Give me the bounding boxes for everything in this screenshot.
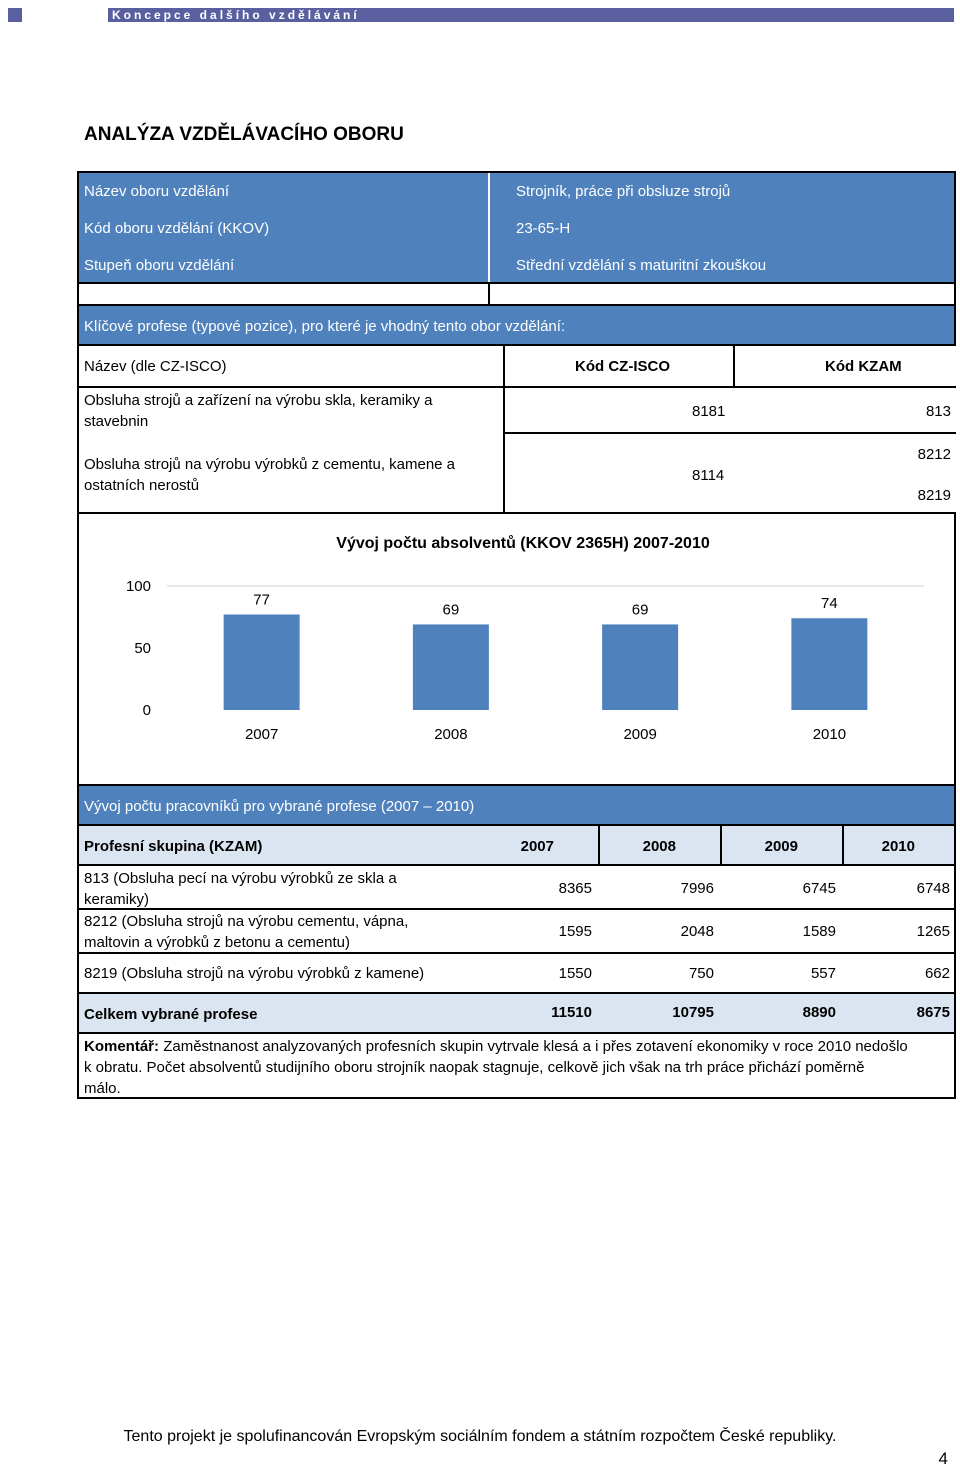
spacer-divider [488,284,490,304]
workers-value: 1550 [558,965,592,982]
info-table [77,171,956,284]
workers-group-line2: maltovin a výrobků z betonu a cementu) [84,934,350,951]
workers-header [77,784,956,826]
workers-col-divider [598,826,600,866]
col-year-header: 2009 [764,838,798,855]
comment-label: Komentář: [84,1038,160,1055]
x-tick-label: 2008 [434,726,468,743]
col-year-header: 2007 [520,838,554,855]
workers-title: Vývoj počtu pracovníků pro vybrané profese (2007 – 2010) [84,798,475,815]
comment-line3: málo. [84,1080,121,1097]
workers-value: 750 [688,965,714,982]
profession-name-line1: Obsluha strojů a zařízení na výrobu skla, keramiky a [84,392,433,409]
workers-total-row [77,992,956,1034]
spacer-row [77,282,956,306]
workers-value: 557 [810,965,836,982]
page-number: 4 [938,1449,948,1468]
bar [413,624,489,710]
workers-group-line2: keramiky) [84,891,150,908]
bar-value-label: 74 [821,595,838,613]
profession-isco: 8181 [692,403,726,420]
workers-value: 6745 [802,880,836,897]
total-value: 10795 [672,1004,714,1021]
col-year-header: 2008 [642,838,676,855]
professions-title: Klíčové profese (typové pozice), pro které je vhodný tento obor vzdělání: [84,318,566,335]
workers-value: 1589 [802,923,836,940]
workers-col-divider [720,826,722,866]
profession-kzam: 813 [925,403,951,420]
workers-group-line1: 813 (Obsluha pecí na výrobu výrobků ze skla a [84,870,397,887]
workers-value: 8365 [558,880,592,897]
workers-columns [77,824,956,866]
workers-group-line1: 8212 (Obsluha strojů na výrobu cementu, vápna, [84,913,409,930]
comment-line1 [84,1036,908,1057]
page-title: ANALÝZA VZDĚLÁVACÍHO OBORU [84,124,404,145]
profession-kzam: 8212 [917,446,951,463]
comment-text-1: Zaměstnanost analyzovaných profesních skupin vytrvale klesá a i přes zotavení ekonomiky v roce 2010 nedošlo [163,1038,908,1055]
workers-value: 2048 [680,923,714,940]
bar [602,624,678,710]
info-label-name: Název oboru vzdělání [84,183,230,200]
professions-divider-1 [503,346,505,514]
header-title: Koncepce dalšího vzdělávání [108,8,954,22]
x-tick-label: 2007 [244,726,279,743]
y-tick-label: 100 [125,578,151,595]
total-value: 8675 [916,1004,950,1021]
chart-title: Vývoj počtu absolventů (KKOV 2365H) 2007-2010 [336,535,710,552]
bar-value-label: 69 [442,601,460,619]
workers-value: 1595 [558,923,592,940]
bar-value-label: 77 [253,591,270,609]
workers-col-divider [842,826,844,866]
workers-value: 6748 [916,880,950,897]
workers-group-line1: 8219 (Obsluha strojů na výrobu výrobků z kamene) [84,965,425,982]
info-divider [488,173,490,282]
bar [224,615,300,710]
total-label: Celkem vybrané profese [84,1006,258,1023]
bar-value-label: 69 [631,601,649,619]
info-label-level: Stupeň oboru vzdělání [84,257,235,274]
professions-divider-2 [733,346,735,386]
workers-row-line [79,908,954,910]
info-value-level: Střední vzdělání s maturitní zkouškou [516,257,767,274]
profession-name-line1: Obsluha strojů na výrobu výrobků z cementu, kamene a [84,456,456,473]
info-value-code: 23-65-H [516,220,571,237]
profession-kzam: 8219 [917,487,951,504]
professions-header [77,304,956,346]
col-group-header: Profesní skupina (KZAM) [84,838,263,855]
x-tick-label: 2010 [812,726,847,743]
profession-name-line2: stavebnin [84,413,149,430]
bar [791,618,867,710]
workers-value: 7996 [680,880,714,897]
professions-row-line [503,432,956,434]
y-tick-label: 50 [134,640,151,657]
col-name-header: Název (dle CZ-ISCO) [84,358,227,375]
col-year-header: 2010 [881,838,915,855]
professions-table [77,344,956,514]
comment-line2: k obratu. Počet absolventů studijního oboru strojník naopak stagnuje, celkově jich však na trh práce přichází poměrně [84,1059,865,1076]
footer-text: Tento projekt je spolufinancován Evropským sociálním fondem a státním rozpočtem České republiky. [123,1428,837,1445]
col-kzam-header: Kód KZAM [825,358,902,375]
workers-value: 662 [924,965,950,982]
total-value: 8890 [802,1004,836,1021]
col-isco-header: Kód CZ-ISCO [575,358,670,375]
y-tick-label: 0 [142,702,151,719]
workers-table [77,864,956,994]
info-label-code: Kód oboru vzdělání (KKOV) [84,220,270,237]
professions-header-line [79,386,956,388]
graduates-chart [79,514,954,784]
comment-box [77,1032,956,1099]
x-tick-label: 2009 [623,726,657,743]
header-square-icon [8,8,22,22]
chart-box [77,512,956,786]
profession-isco: 8114 [692,467,725,484]
total-value: 11510 [551,1004,592,1021]
workers-value: 1265 [916,923,950,940]
profession-name-line2: ostatních nerostů [84,477,200,494]
info-value-name: Strojník, práce při obsluze strojů [516,183,731,200]
